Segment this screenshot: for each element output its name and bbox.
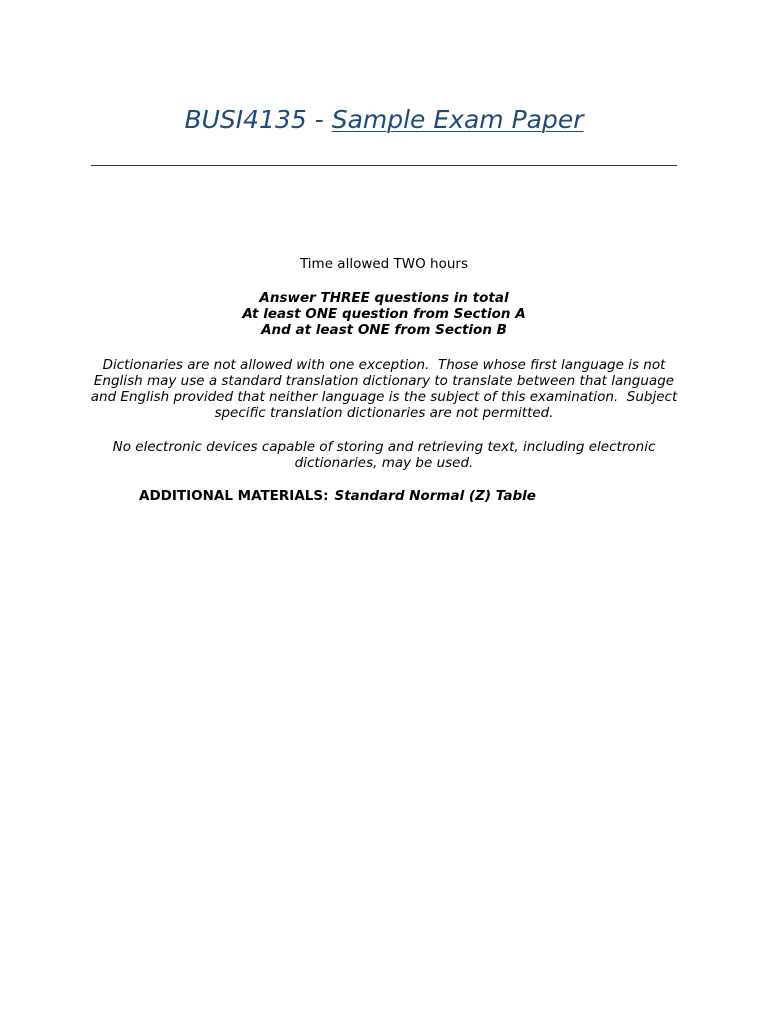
answer-instructions: [92, 290, 676, 338]
title-divider: [91, 165, 677, 166]
time-allowed: Time allowed TWO hours: [299, 256, 469, 272]
instruction-line-1: Answer THREE questions in total: [259, 290, 509, 306]
electronic-devices-rule: No electronic devices capable of storing and retrieving text, including electronic dictionaries, may be used.: [112, 439, 656, 471]
page-title: [0, 103, 768, 137]
exam-title: Sample Exam Paper: [331, 105, 584, 134]
additional-materials-value: Standard Normal (Z) Table: [334, 488, 536, 504]
additional-materials: [139, 488, 536, 504]
title-separator: -: [306, 105, 332, 134]
course-code: BUSI4135: [184, 105, 307, 134]
dictionary-rule: Dictionaries are not allowed with one exception. Those whose first language is not English may use a standard translation dictionary to translate between that language and English provided that neither language is the subject of this examination. Subject specific translation dictionaries are not permitted.: [90, 357, 682, 421]
instruction-line-2: At least ONE question from Section A: [242, 306, 526, 322]
instruction-line-3: And at least ONE from Section B: [261, 322, 507, 338]
additional-materials-label: ADDITIONAL MATERIALS:: [139, 488, 329, 504]
